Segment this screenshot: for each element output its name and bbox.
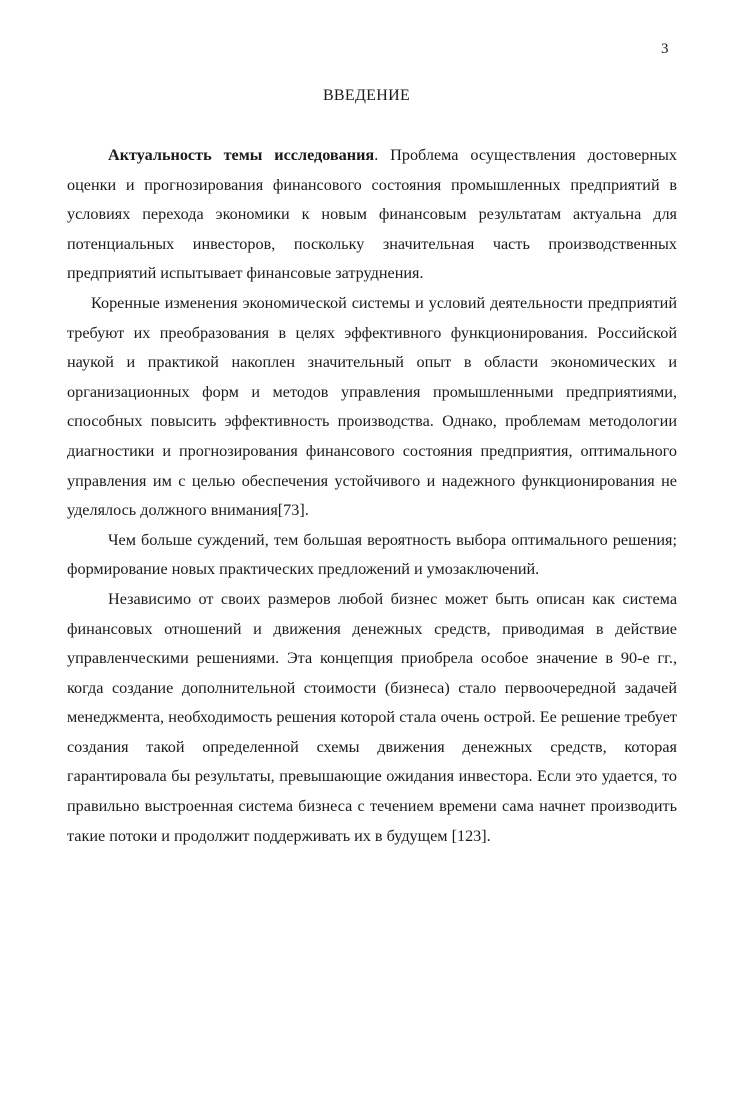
section-heading: ВВЕДЕНИЕ	[322, 87, 411, 104]
page-number: 3	[661, 41, 669, 57]
body-text	[67, 141, 677, 851]
relevance-text: . Проблема осуществления достоверных оценки и прогнозирования финансового состояния промышленных предприятий в условиях перехода экономики к новым финансовым результатам актуальна для потенциальных инвесторов, поскольку значительная часть производственных предприятий испытывает финансовые затруднения.	[67, 146, 677, 283]
paragraph-business: Независимо от своих размеров любой бизнес может быть описан как система финансовых отношений и движения денежных средств, приводимая в действие управленческими решениями. Эта концепция приобрела особое значение в 90-е гг., когда создание дополнительной стоимости (бизнеса) стало первоочередной задачей менеджмента, необходимость решения которой стала очень острой. Ее решение требует создания такой определенной схемы движения денежных средств, которая гарантировала бы результаты, превышающие ожидания инвестора. Если это удается, то правильно выстроенная система бизнеса с течением времени сама начнет производить такие потоки и продолжит поддерживать их в будущем [123].	[67, 589, 677, 845]
paragraph-judgements: Чем больше суждений, тем большая вероятность выбора оптимального решения; формирование новых практических предложений и умозаключений.	[67, 530, 677, 579]
paragraph-relevance	[67, 141, 677, 289]
paragraph-changes: Коренные изменения экономической системы и условий деятельности предприятий требуют их преобразования в целях эффективного функционирования. Российской наукой и практикой накоплен значительный опыт в области экономических и организационных форм и методов управления промышленными предприятиями, способных повысить эффективность производства. Однако, проблемам методологии диагностики и прогнозирования финансового состояния предприятия, оптимального управления им с целью обеспечения устойчивого и надежного функционирования не уделялось должного внимания[73].	[67, 293, 677, 520]
relevance-lead: Актуальность темы исследования	[108, 146, 375, 164]
